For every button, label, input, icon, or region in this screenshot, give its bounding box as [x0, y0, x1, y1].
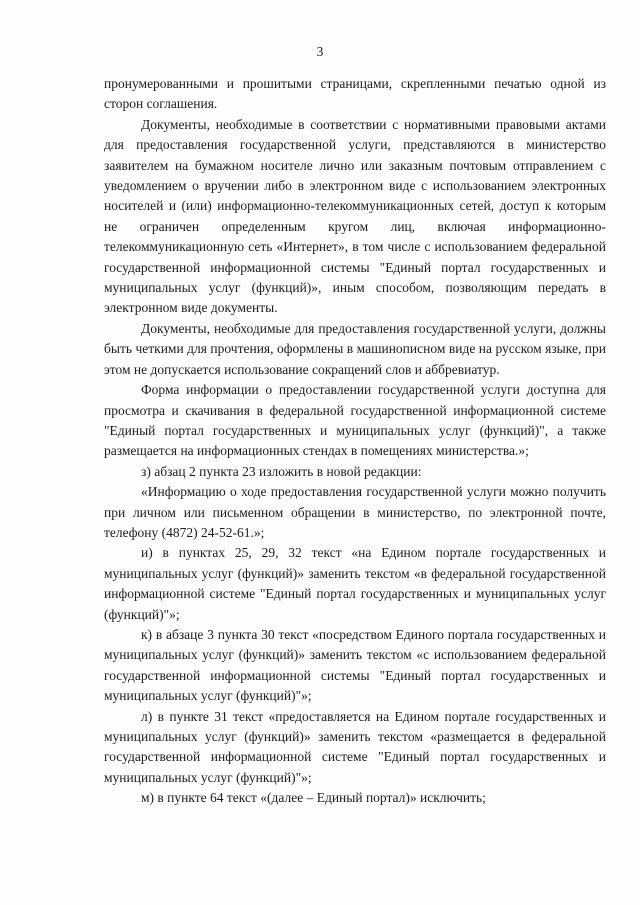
- paragraph-item-z-quote: «Информацию о ходе предоставления государственной услуги можно получить при личном или письменном обращении в министерство, по электронной почте, телефону (4872) 24-52-61.»;: [104, 484, 606, 540]
- paragraph-information-form: Форма информации о предоставлении государственной услуги доступна для просмотра и скачивания в федеральной государственной информационной системе "Единый портал государственных и муниципальных услуг (функций)", а также размещается на информационных стендах в помещениях министерства.»;: [104, 382, 606, 459]
- paragraph-item-k: к) в абзаце 3 пункта 30 текст «посредством Единого портала государственных и муниципальных услуг (функций)» заменить текстом «с использованием федеральной государственной информационной системы "Единый портал государственных и муниципальных услуг (функций)"»;: [104, 626, 606, 704]
- paragraph-documents-submission: Документы, необходимые в соответствии с нормативными правовыми актами для предоставления государственной услуги, представляются в министерство заявителем на бумажном носителе лично или заказным почтовым отправлением с уведомлением о вручении либо в электронном виде с использованием электронных носителей и (или) информационно-телекоммуникационных сетей, доступ к которым не ограничен определенным кругом лиц, включая информационно-телекоммуникационную сеть «Интернет», в том числе с использованием федеральной государственной информационной системы "Единый портал государственных и муниципальных услуг (функций)», иным способом, позволяющим передать в электронном виде документы.: [104, 116, 606, 316]
- paragraph-item-i: и) в пунктах 25, 29, 32 текст «на Едином портале государственных и муниципальных услуг (функций)» заменить текстом «в федеральной государственной информационной системе "Единый портал государственных и муниципальных услуг (функций)"»;: [104, 545, 606, 622]
- paragraph-documents-requirements: Документы, необходимые для предоставления государственной услуги, должны быть четкими для прочтения, оформлены в машинописном виде на русском языке, при этом не допускается использование сокращений слов и аббревиатур.: [104, 320, 606, 377]
- page-number: 3: [316, 44, 324, 59]
- paragraph-item-l: л) в пункте 31 текст «предоставляется на Едином портале государственных и муниципальных услуг (функций)» заменить текстом «размещается в федеральной государственной информационной системе "Единый портал государственных и муниципальных услуг (функций)"»;: [104, 708, 606, 785]
- paragraph-item-m: м) в пункте 64 текст «(далее – Единый портал)» исключить;: [141, 790, 486, 806]
- paragraph-item-z: з) абзац 2 пункта 23 изложить в новой редакции:: [141, 463, 422, 479]
- document-body: [104, 74, 606, 809]
- paragraph-continuation: пронумерованными и прошитыми страницами, скрепленными печатью одной из сторон соглашения.: [104, 76, 606, 112]
